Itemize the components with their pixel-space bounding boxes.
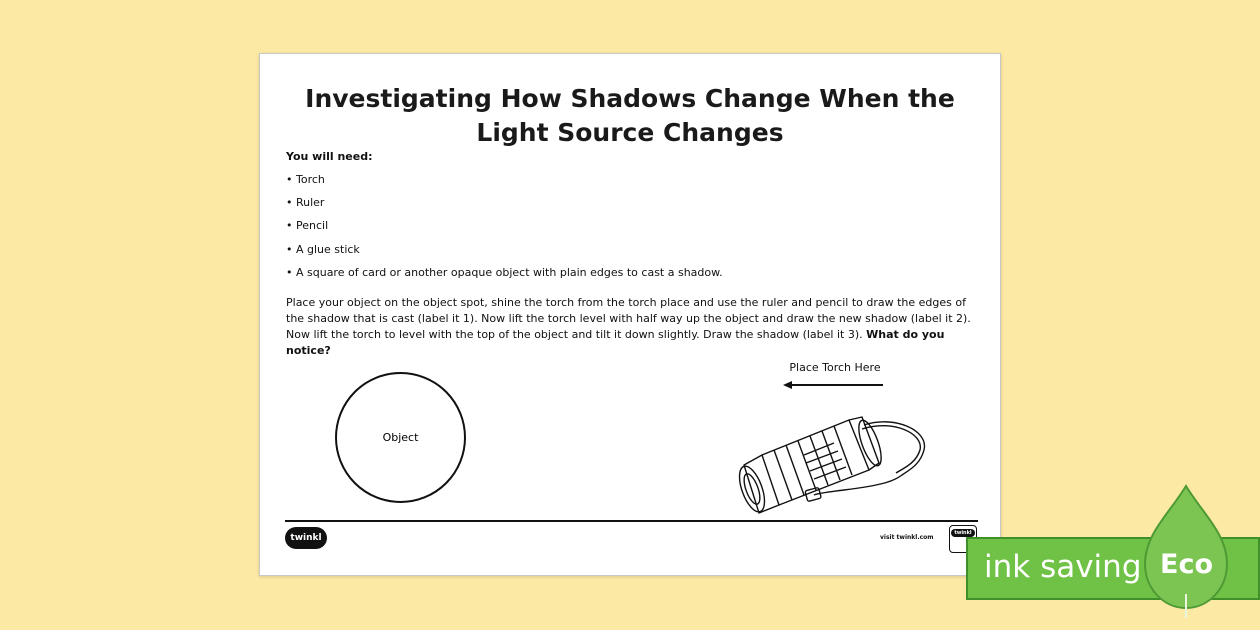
torch-place-label: Place Torch Here [789, 361, 881, 374]
footer-divider [285, 520, 978, 522]
object-spot-circle [335, 372, 466, 503]
ink-saving-label: ink saving [984, 549, 1142, 585]
worksheet-page [259, 53, 1001, 576]
badge-text: twinkl [951, 529, 974, 537]
list-item: • A glue stick [286, 242, 360, 256]
left-arrow-icon [783, 380, 885, 390]
title-line-2: Light Source Changes [476, 118, 784, 147]
instructions-question: What do you notice? [286, 328, 945, 357]
worksheet-title [260, 82, 1000, 150]
requirements-heading: You will need: [286, 150, 373, 163]
eco-badge-label: Eco [1160, 549, 1213, 580]
list-item: • Ruler [286, 196, 325, 210]
title-line-1: Investigating How Shadows Change When the [305, 84, 955, 113]
flashlight-illustration [734, 405, 934, 515]
instructions-text: Place your object on the object spot, shine the torch from the torch place and use the ruler and pencil to draw the edges of the shadow that is cast (label it 1). Now lift the torch level with half way up the object and draw the new shadow (label it 2). Now lift the torch to level with the top of the object and tilt it down slightly. Draw the shadow (label it 3). [286, 296, 971, 341]
requirements-list [286, 173, 723, 289]
list-item: • Pencil [286, 219, 329, 233]
instructions-paragraph [286, 295, 980, 359]
object-label: Object [382, 431, 419, 444]
twinkl-logo: twinkl [285, 527, 327, 549]
list-item: • Torch [286, 173, 325, 186]
list-item: • A square of card or another opaque object with plain edges to cast a shadow. [286, 265, 723, 279]
footer-url: visit twinkl.com [880, 534, 934, 541]
